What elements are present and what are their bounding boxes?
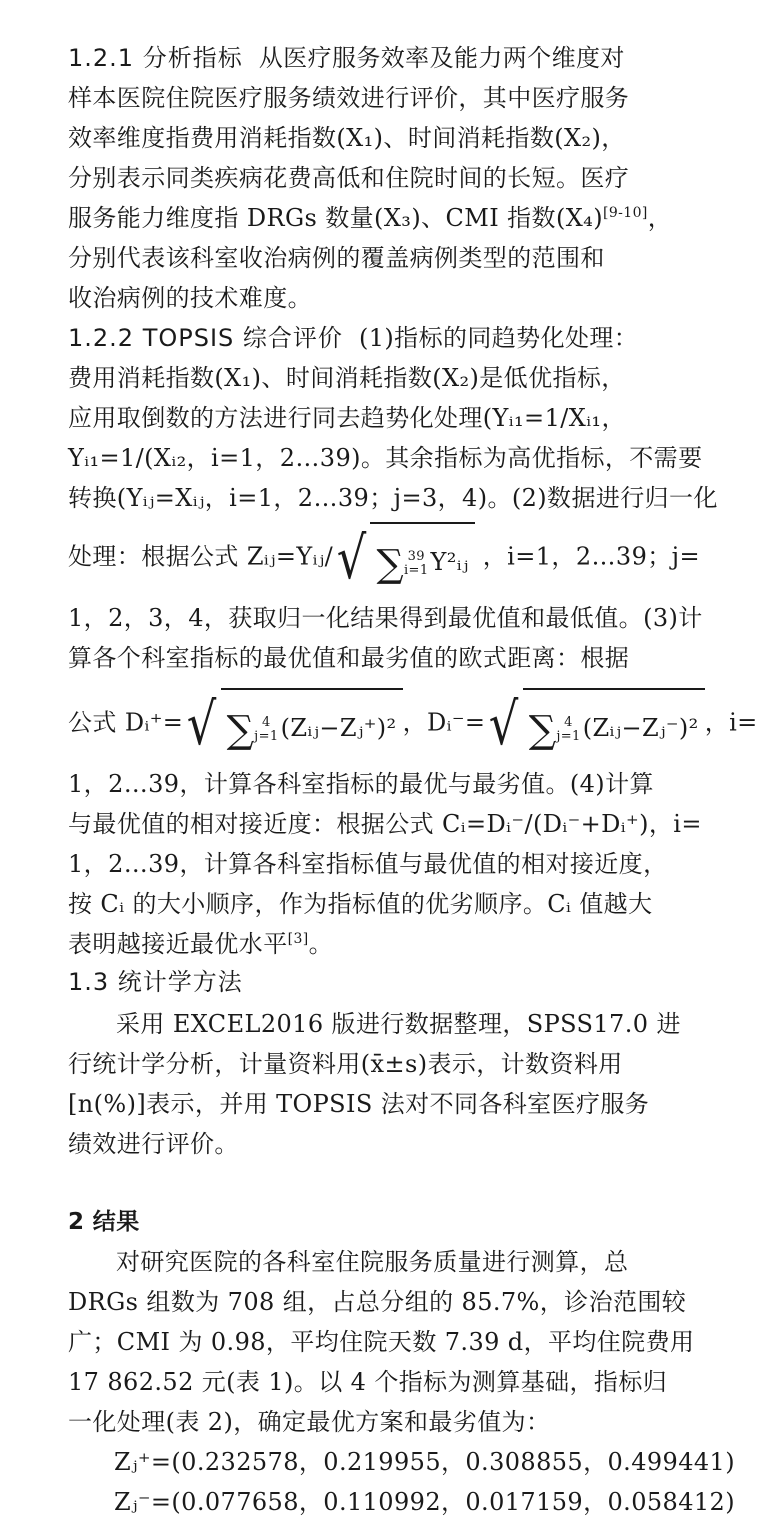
paragraph-line: 17 862.52 元(表 1)。以 4 个指标为测算基础，指标归 [68,1368,668,1396]
paragraph-line: 样本医院住院医疗服务绩效进行评价，其中医疗服务 [68,84,630,112]
paragraph-line: 分别代表该科室收治病例的覆盖病例类型的范围和 [68,244,605,272]
paragraph-line: 按 Cᵢ 的大小顺序，作为指标值的优劣顺序。Cᵢ 值越大 [68,890,653,918]
paragraph-line: 行统计学分析，计量资料用(x̄±s)表示，计数资料用 [68,1050,623,1078]
section-heading-2: 2 结果 [68,1209,140,1235]
sigma-symbol: ∑ [226,707,255,752]
document-page [68,0,758,1533]
paragraph-line: 1.2.2 TOPSIS 综合评价 (1)指标的同趋势化处理： [68,324,639,352]
paragraph-line: 与最优值的相对接近度：根据公式 Cᵢ=Dᵢ⁻/(Dᵢ⁻+Dᵢ⁺)，i= [68,810,702,838]
optimal-vector-line: Zⱼ⁺=(0.232578，0.219955，0.308855，0.499441) [114,1448,735,1476]
paragraph-line: 1，2，3，4，获取归一化结果得到最优值和最低值。(3)计 [68,604,703,632]
paragraph-line: 广；CMI 为 0.98，平均住院天数 7.39 d，平均住院费用 [68,1328,695,1356]
paragraph-line: 对研究医院的各科室住院服务质量进行测算，总 [116,1248,629,1276]
paragraph-line: 费用消耗指数(X₁)、时间消耗指数(X₂)是低优指标， [68,364,626,392]
section-heading-1-3: 1.3 统计学方法 [68,968,243,996]
radical-sign: √ [489,689,520,758]
radical-sign: √ [187,689,217,758]
sigma-symbol: ∑ [528,707,557,752]
paragraph-line: 收治病例的技术难度。 [68,284,312,312]
paragraph-line: 采用 EXCEL2016 版进行数据整理，SPSS17.0 进 [116,1010,681,1038]
section-heading-1-2-1: 1.2.1 分析指标 [68,44,243,72]
section-heading-1-2-2: 1.2.2 TOPSIS 综合评价 [68,324,343,352]
radicand: ∑ 39 i=1Y²ᵢⱼ [370,522,474,594]
paragraph-line: 1，2…39，计算各科室指标值与最优值的相对接近度， [68,850,668,878]
citation-ref: [3] [287,931,309,947]
radical-sign: √ [336,523,367,592]
paragraph-line: 绩效进行评价。 [68,1130,239,1158]
paragraph-line: 一化处理(表 2)，确定最优方案和最劣值为： [68,1408,551,1436]
sigma-symbol: ∑ [376,541,404,586]
paragraph-line: 转换(Yᵢⱼ=Xᵢⱼ，i=1，2…39；j=3，4)。(2)数据进行归一化 [68,484,718,512]
paragraph-line: 1，2…39，计算各科室指标的最优与最劣值。(4)计算 [68,770,654,798]
paragraph-line: 应用取倒数的方法进行同去趋势化处理(Yᵢ₁=1/Xᵢ₁， [68,404,626,432]
normalization-formula-line: 处理：根据公式 Zᵢⱼ=Yᵢⱼ/√ ∑ 39 i=1Y²ᵢⱼ ，i=1，2…39；j= [68,523,700,592]
citation-ref: [9-10] [602,205,648,221]
paragraph-line: [n(%)]表示，并用 TOPSIS 法对不同各科室医疗服务 [68,1090,650,1118]
paragraph-line: 1.2.1 分析指标 从医疗服务效率及能力两个维度对 [68,44,625,72]
paragraph-line: 表明越接近最优水平[3]。 [68,930,334,958]
radicand: ∑ 4 j=1(Zᵢⱼ−Zⱼ⁺)² [221,688,403,760]
paragraph-line: Yᵢ₁=1/(Xᵢ₂，i=1，2…39)。其余指标为高优指标，不需要 [68,444,703,472]
radicand: ∑ 4 j=1(Zᵢⱼ−Zⱼ⁻)² [523,688,705,760]
paragraph-line: 服务能力维度指 DRGs 数量(X₃)、CMI 指数(X₄)[9-10]， [68,204,673,232]
distance-formula-line: 公式 Dᵢ⁺=√ ∑ 4 j=1(Zᵢⱼ−Zⱼ⁺)² ，Dᵢ⁻=√ ∑ 4 j=1(Zᵢⱼ−Zⱼ⁻)² ，i= [68,689,758,758]
paragraph-line: 效率维度指费用消耗指数(X₁)、时间消耗指数(X₂)， [68,124,626,152]
worst-vector-line: Zⱼ⁻=(0.077658，0.110992，0.017159，0.058412) [114,1488,735,1516]
paragraph-line: 分别表示同类疾病花费高低和住院时间的长短。医疗 [68,164,630,192]
paragraph-line: 算各个科室指标的最优值和最劣值的欧式距离：根据 [68,644,630,672]
paragraph-line: DRGs 组数为 708 组，占总分组的 85.7%，诊治范围较 [68,1288,687,1316]
